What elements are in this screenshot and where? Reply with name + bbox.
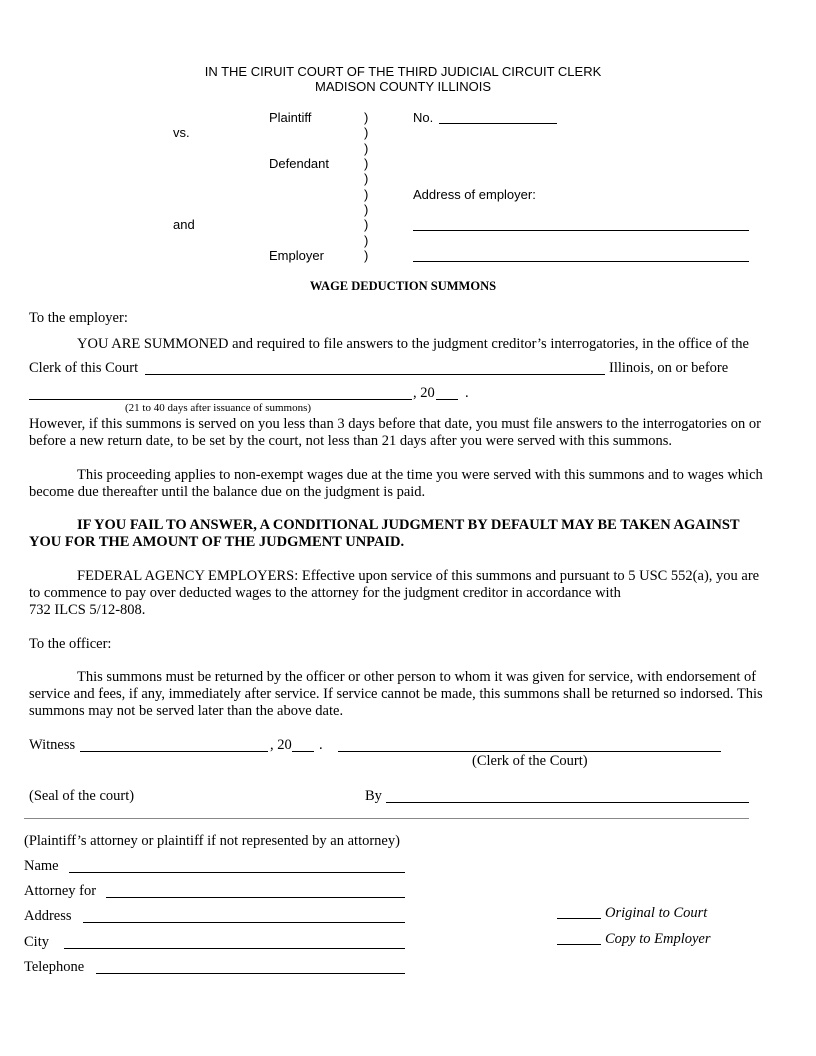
caption-paren: ) (364, 125, 369, 140)
court-location-field[interactable] (145, 374, 605, 375)
case-number-label: No. (413, 110, 434, 125)
witness-field[interactable] (80, 751, 268, 752)
telephone-label: Telephone (24, 959, 85, 975)
proceeding-paragraph: This proceeding applies to non-exempt wages due at the time you were served with this summons and to wages which become due thereafter until the balance due on the judgment is paid. (29, 467, 763, 500)
attorney-for-label: Attorney for (24, 883, 97, 899)
return-year-prefix: , 20 (413, 385, 435, 401)
court-header-line2: MADISON COUNTY ILLINOIS (314, 79, 491, 94)
illinois-on-or-before: Illinois, on or before (609, 360, 729, 376)
caption-paren: ) (364, 248, 369, 263)
copy-to-employer-check[interactable] (557, 944, 601, 945)
copy-to-employer-label: Copy to Employer (605, 931, 711, 947)
defendant-label: Defendant (269, 156, 329, 171)
employer-label: Employer (269, 248, 324, 263)
section-divider (24, 818, 749, 819)
city-label: City (24, 934, 49, 950)
vs-label: vs. (173, 125, 190, 140)
telephone-field[interactable] (96, 973, 405, 974)
name-field[interactable] (69, 872, 405, 873)
to-officer-label: To the officer: (29, 636, 112, 652)
return-year-field[interactable] (436, 399, 458, 400)
caption-paren: ) (364, 110, 369, 125)
return-date-note: (21 to 40 days after issuance of summons) (125, 402, 312, 414)
however-paragraph: However, if this summons is served on you less than 3 days before that date, you must file answers to the interrogatories on or before a new return date, to be set by the court, not less than 21 days after you were served with this summons. (29, 416, 761, 449)
clerk-of-court-caption: (Clerk of the Court) (472, 753, 588, 769)
employer-address-line-1[interactable] (413, 230, 749, 231)
caption-paren: ) (364, 233, 369, 248)
by-label: By (365, 788, 382, 804)
attorney-heading: (Plaintiff’s attorney or plaintiff if not represented by an attorney) (24, 833, 400, 849)
attorney-for-field[interactable] (106, 897, 405, 898)
federal-line-3: 732 ILCS 5/12-808. (29, 602, 146, 618)
caption-paren: ) (364, 202, 369, 217)
original-to-court-label: Original to Court (605, 905, 708, 921)
original-to-court-check[interactable] (557, 918, 601, 919)
to-employer-label: To the employer: (29, 310, 128, 326)
clerk-of-court-label: Clerk of this Court (29, 360, 139, 376)
address-label: Address (24, 908, 72, 924)
caption-paren: ) (364, 217, 369, 232)
employer-address-line-2[interactable] (413, 261, 749, 262)
summoned-text: YOU ARE SUMMONED and required to file answers to the judgment creditor’s interrogatories, in the office of the (77, 336, 749, 352)
witness-label: Witness (29, 737, 76, 753)
caption-paren: ) (364, 156, 369, 171)
case-number-field[interactable] (439, 123, 557, 124)
witness-year-field[interactable] (292, 751, 314, 752)
caption-paren: ) (364, 171, 369, 186)
clerk-signature-field[interactable] (338, 751, 721, 752)
return-paragraph: This summons must be returned by the officer or other person to whom it was given for service, with endorsement of service and fees, if any, immediately after service. If service cannot be made, this summons shall be returned so indorsed. This summons may not be served later than the above date. (29, 669, 763, 719)
court-header-line1: IN THE CIRUIT COURT OF THE THIRD JUDICIAL CIRCUIT CLERK (204, 64, 602, 79)
and-label: and (173, 217, 195, 232)
default-warning: IF YOU FAIL TO ANSWER, A CONDITIONAL JUDGMENT BY DEFAULT MAY BE TAKEN AGAINST YOU FOR THE AMOUNT OF THE JUDGMENT UNPAID. (29, 517, 740, 550)
document-title: WAGE DEDUCTION SUMMONS (309, 279, 497, 293)
address-of-employer-label: Address of employer: (413, 187, 536, 202)
caption-paren: ) (364, 141, 369, 156)
plaintiff-label: Plaintiff (269, 110, 312, 125)
city-field[interactable] (64, 948, 405, 949)
caption-paren: ) (364, 187, 369, 202)
return-date-field[interactable] (29, 399, 412, 400)
seal-of-court: (Seal of the court) (29, 788, 135, 804)
federal-line-1: FEDERAL AGENCY EMPLOYERS: Effective upon service of this summons and pursuant to 5 USC 552(a), you are (77, 568, 760, 584)
name-label: Name (24, 858, 59, 874)
return-date-period: . (465, 385, 469, 401)
witness-year-prefix: , 20 (270, 737, 292, 753)
federal-line-2: to commence to pay over deducted wages to the attorney for the judgment creditor in accordance with (29, 585, 621, 601)
address-field[interactable] (83, 922, 405, 923)
witness-period: . (319, 737, 323, 753)
by-signature-field[interactable] (386, 802, 749, 803)
